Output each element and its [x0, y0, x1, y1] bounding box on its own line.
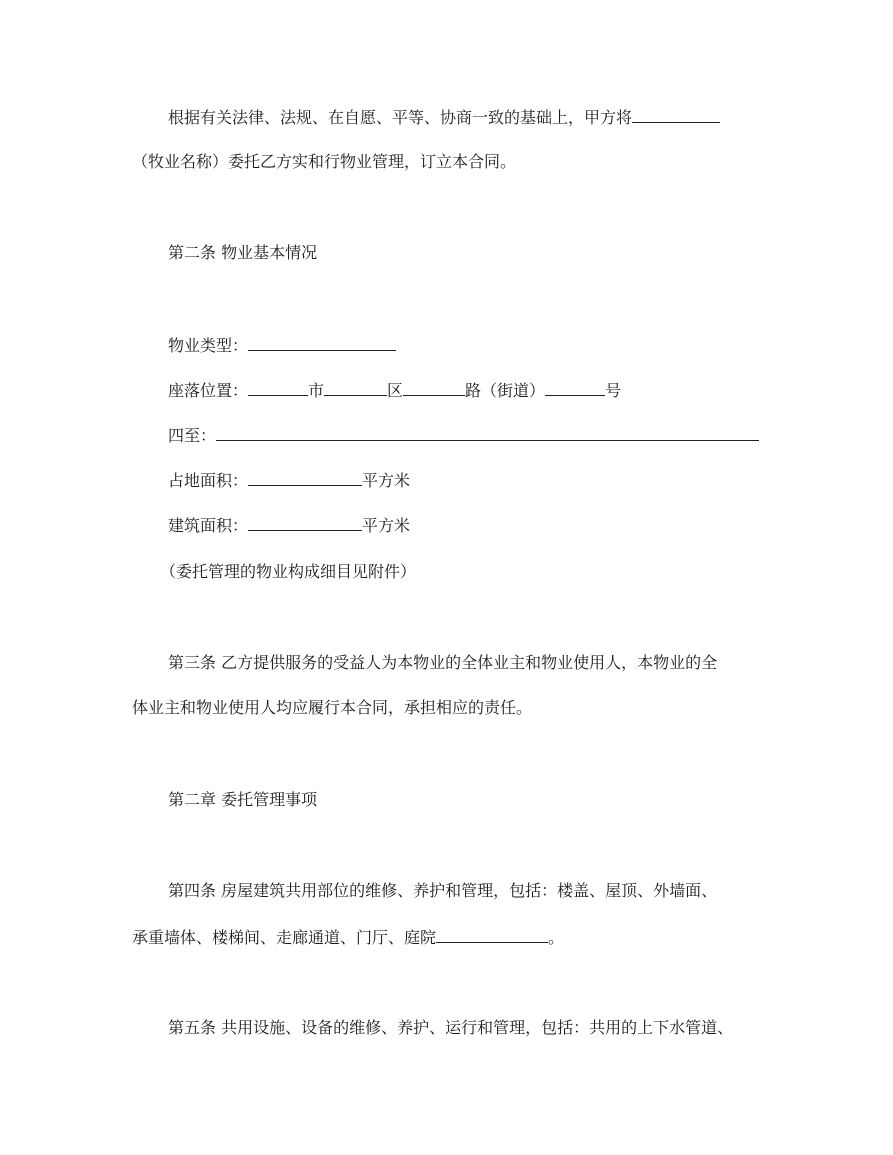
building-area-row: [168, 514, 410, 537]
city-suffix: 市: [308, 381, 325, 400]
city-blank: [248, 379, 308, 396]
road-blank: [403, 379, 465, 396]
property-type-label: 物业类型：: [168, 336, 249, 355]
land-area-row: [168, 469, 410, 492]
building-area-blank: [248, 514, 362, 531]
article-2-heading: 第二条 物业基本情况: [168, 243, 318, 262]
article-4-line-1: 第四条 房屋建筑共用部位的维修、养护和管理，包括：楼盖、屋顶、外墙面、: [168, 881, 718, 900]
article-3-line-2: 体业主和物业使用人均应履行本合同，承担相应的责任。: [132, 698, 533, 717]
number-suffix: 号: [605, 381, 622, 400]
boundary-row: [168, 424, 759, 447]
article-4-line-2: [132, 926, 564, 949]
article-3-line-1: 第三条 乙方提供服务的受益人为本物业的全体业主和物业使用人，本物业的全: [168, 653, 718, 672]
district-blank: [324, 379, 387, 396]
building-area-unit: 平方米: [362, 516, 411, 535]
district-suffix: 区: [387, 381, 404, 400]
property-name-blank: [632, 106, 720, 123]
location-label: 座落位置：: [168, 381, 249, 400]
article-5-line-1: 第五条 共用设施、设备的维修、养护、运行和管理，包括：共用的上下水管道、: [168, 1018, 734, 1037]
number-blank: [545, 379, 605, 396]
property-type-row: [168, 334, 396, 357]
intro-line-2: （牧业名称）委托乙方实和行物业管理，订立本合同。: [132, 152, 517, 171]
boundary-label: 四至：: [168, 426, 217, 445]
land-area-blank: [248, 469, 362, 486]
road-suffix: 路（街道）: [465, 381, 546, 400]
intro-text-1: 根据有关法律、法规、在自愿、平等、协商一致的基础上，甲方将: [168, 108, 633, 127]
article-4-period: 。: [548, 928, 565, 947]
property-type-blank: [248, 334, 396, 351]
boundary-blank: [216, 424, 759, 441]
location-row: [168, 379, 621, 402]
chapter-2-heading: 第二章 委托管理事项: [168, 790, 318, 809]
intro-line-1: [168, 106, 720, 129]
attachment-note: （委托管理的物业构成细目见附件）: [160, 562, 417, 581]
land-area-unit: 平方米: [362, 471, 411, 490]
land-area-label: 占地面积：: [168, 471, 249, 490]
article-4-text-2: 承重墙体、楼梯间、走廊通道、门厅、庭院: [132, 928, 437, 947]
courtyard-blank: [436, 926, 548, 943]
building-area-label: 建筑面积：: [168, 516, 249, 535]
